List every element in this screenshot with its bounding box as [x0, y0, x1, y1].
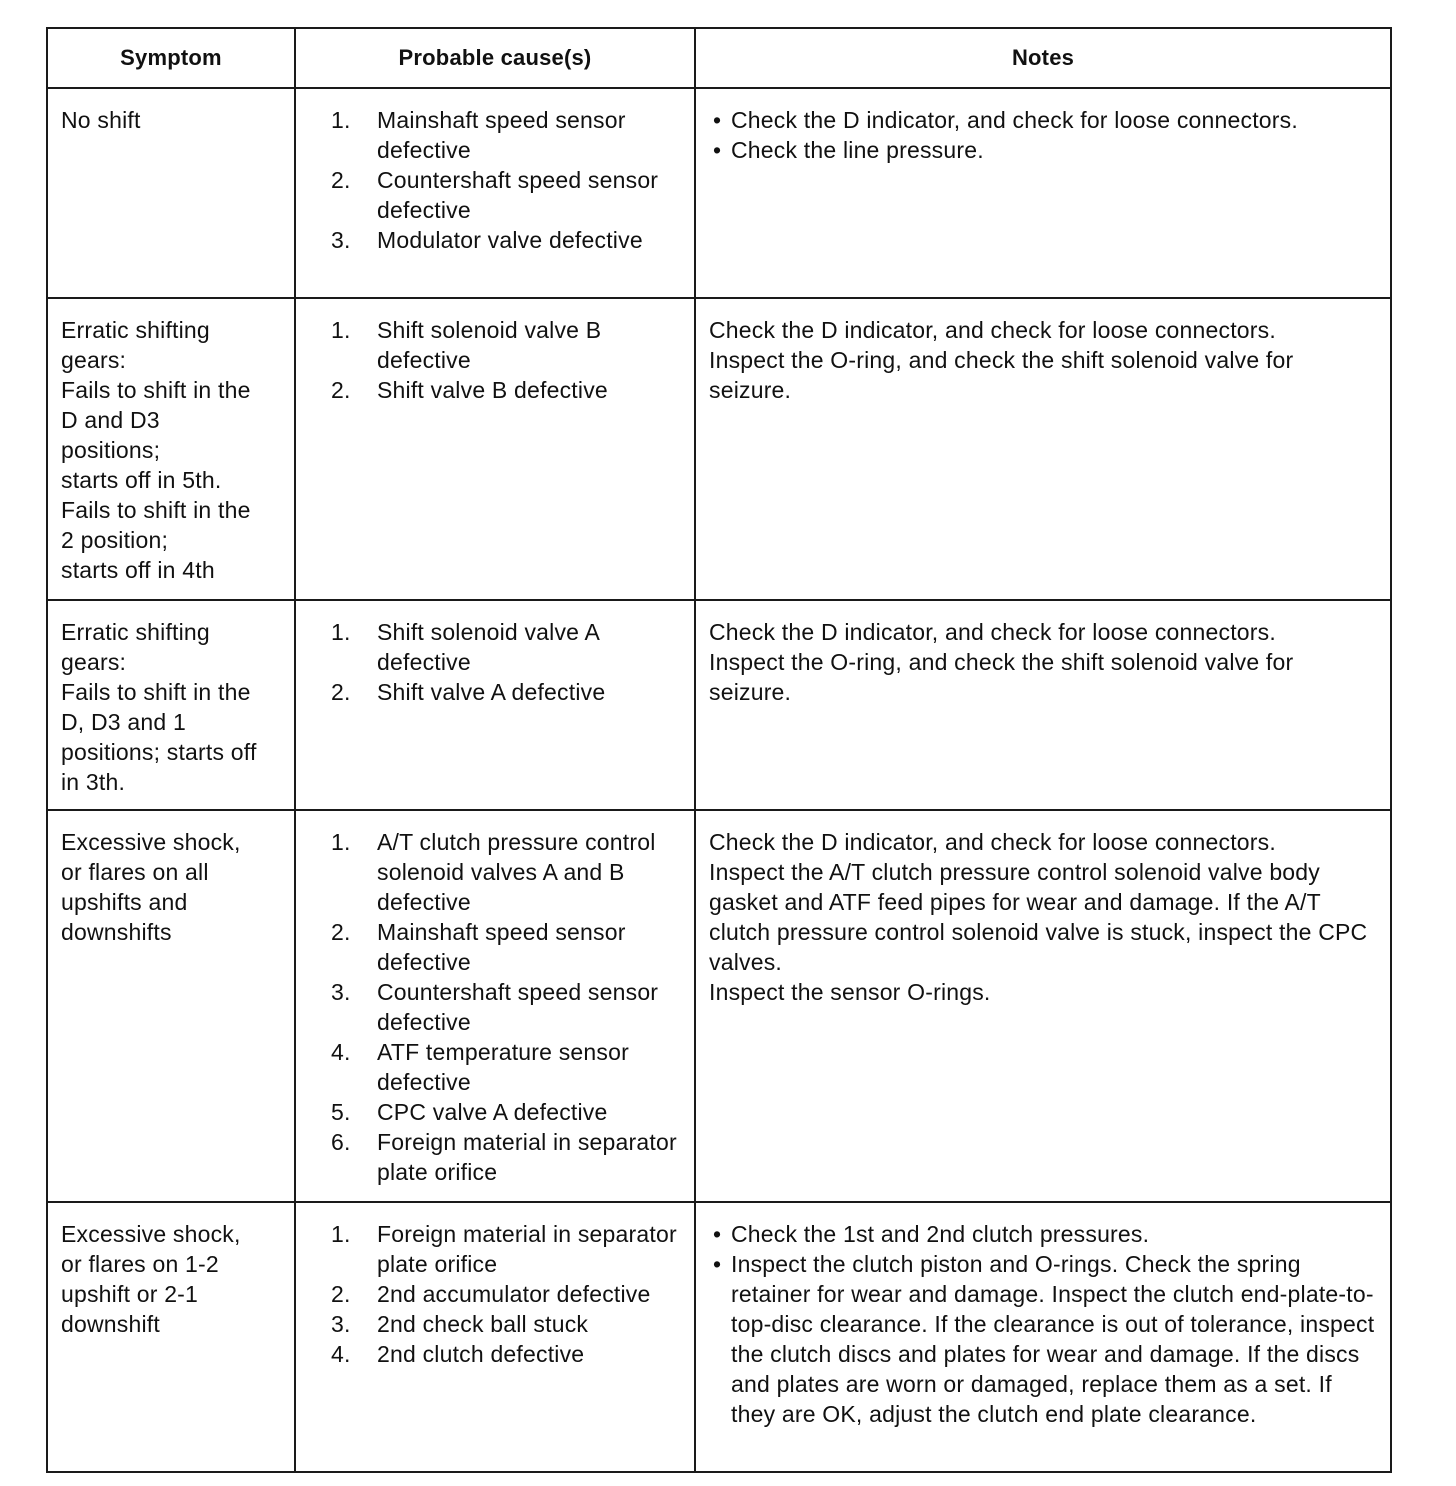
cause-item	[331, 1219, 682, 1279]
cause-number: 1.	[331, 619, 351, 645]
cause-item	[331, 1127, 682, 1187]
cause-text: A/T clutch pressure control solenoid valves A and B defective	[377, 829, 656, 915]
symptom-line: downshift	[61, 1311, 160, 1337]
cause-text: Countershaft speed sensor defective	[377, 979, 659, 1035]
note-line: Check the D indicator, and check for loose connectors.	[709, 829, 1276, 855]
symptom-cell	[47, 298, 295, 600]
note-text: Check the line pressure.	[731, 137, 984, 163]
cause-number: 3.	[331, 227, 351, 253]
symptom-line: Fails to shift in the	[61, 497, 251, 523]
symptom-cell	[47, 810, 295, 1202]
cause-number: 3.	[331, 1311, 351, 1337]
note-line: Inspect the O-ring, and check the shift solenoid valve for seizure.	[709, 347, 1294, 403]
notes-cell	[695, 1202, 1391, 1472]
cause-text: Shift valve B defective	[377, 377, 608, 403]
bullet-icon: •	[713, 137, 722, 163]
symptom-line: 2 position;	[61, 527, 169, 553]
note-item	[709, 105, 1378, 135]
table-row	[47, 600, 1391, 810]
notes-cell	[695, 810, 1391, 1202]
cause-item	[331, 677, 682, 707]
cause-item	[331, 617, 682, 677]
cause-text: 2nd check ball stuck	[377, 1311, 589, 1337]
cause-item	[331, 1339, 682, 1369]
cause-item	[331, 165, 682, 225]
symptom-line: gears:	[61, 649, 127, 675]
symptom-line: Erratic shifting	[61, 619, 210, 645]
notes-cell	[695, 600, 1391, 810]
cause-item	[331, 225, 682, 255]
cause-text: Shift solenoid valve A defective	[377, 619, 599, 675]
cause-text: Shift solenoid valve B defective	[377, 317, 602, 373]
symptom-line: No shift	[61, 107, 141, 133]
symptom-line: upshift or 2-1	[61, 1281, 199, 1307]
header-notes: Notes	[695, 28, 1391, 88]
cause-text: Shift valve A defective	[377, 679, 606, 705]
cause-number: 1.	[331, 317, 351, 343]
cause-number: 3.	[331, 979, 351, 1005]
cause-number: 6.	[331, 1129, 351, 1155]
symptom-line: in 3th.	[61, 769, 126, 795]
cause-item	[331, 1309, 682, 1339]
cause-item	[331, 977, 682, 1037]
cause-number: 1.	[331, 107, 351, 133]
cause-list	[309, 827, 682, 1187]
causes-cell	[295, 298, 695, 600]
note-text: Inspect the clutch piston and O-rings. Check the spring retainer for wear and damage. Inspect the clutch end-plate-to-top-disc clearance. If the clearance is out of tolerance, inspect the clutch discs and plates for wear and damage. If the discs and plates are worn or damaged, replace them as a set. If they are OK, adjust the clutch end plate clearance.	[731, 1251, 1375, 1427]
symptom-line: downshifts	[61, 919, 172, 945]
cause-text: ATF temperature sensor defective	[377, 1039, 629, 1095]
causes-cell	[295, 1202, 695, 1472]
cause-item	[331, 1097, 682, 1127]
header-row	[47, 28, 1391, 88]
symptom-line: Erratic shifting	[61, 317, 210, 343]
notes-cell	[695, 298, 1391, 600]
cause-number: 2.	[331, 377, 351, 403]
causes-cell	[295, 810, 695, 1202]
cause-text: Foreign material in separator plate orifice	[377, 1221, 677, 1277]
symptom-cell	[47, 600, 295, 810]
note-item	[709, 1219, 1378, 1249]
cause-item	[331, 1037, 682, 1097]
symptom-line: Fails to shift in the	[61, 679, 251, 705]
causes-cell	[295, 600, 695, 810]
cause-number: 1.	[331, 829, 351, 855]
cause-list	[309, 105, 682, 255]
cause-number: 5.	[331, 1099, 351, 1125]
table-row	[47, 1202, 1391, 1472]
note-text: Check the 1st and 2nd clutch pressures.	[731, 1221, 1150, 1247]
cause-item	[331, 105, 682, 165]
cause-text: CPC valve A defective	[377, 1099, 608, 1125]
symptom-line: Excessive shock,	[61, 1221, 241, 1247]
note-line: Inspect the A/T clutch pressure control solenoid valve body gasket and ATF feed pipes for wear and damage. If the A/T clutch pressure control solenoid valve is stuck, inspect the CPC valves.	[709, 859, 1368, 975]
header-symptom: Symptom	[47, 28, 295, 88]
cause-text: Foreign material in separator plate orifice	[377, 1129, 677, 1185]
note-text: Check the D indicator, and check for loose connectors.	[731, 107, 1298, 133]
cause-text: Mainshaft speed sensor defective	[377, 919, 626, 975]
cause-item	[331, 315, 682, 375]
symptom-line: or flares on 1-2	[61, 1251, 219, 1277]
symptom-line: starts off in 5th.	[61, 467, 222, 493]
cause-number: 2.	[331, 167, 351, 193]
cause-text: Modulator valve defective	[377, 227, 643, 253]
header-probable-causes: Probable cause(s)	[295, 28, 695, 88]
symptom-line: upshifts and	[61, 889, 188, 915]
cause-text: Mainshaft speed sensor defective	[377, 107, 626, 163]
cause-text: Countershaft speed sensor defective	[377, 167, 659, 223]
symptom-line: D, D3 and 1	[61, 709, 186, 735]
cause-list	[309, 315, 682, 405]
cause-item	[331, 375, 682, 405]
symptom-line: Fails to shift in the	[61, 377, 251, 403]
cause-number: 2.	[331, 919, 351, 945]
cause-text: 2nd accumulator defective	[377, 1281, 651, 1307]
symptom-line: D and D3	[61, 407, 160, 433]
symptom-line: gears:	[61, 347, 127, 373]
notes-cell	[695, 88, 1391, 298]
symptom-line: or flares on all	[61, 859, 209, 885]
causes-cell	[295, 88, 695, 298]
table-row	[47, 88, 1391, 298]
cause-item	[331, 917, 682, 977]
table-row	[47, 298, 1391, 600]
note-item	[709, 135, 1378, 165]
note-line: Inspect the sensor O-rings.	[709, 979, 991, 1005]
bullet-icon: •	[713, 1221, 722, 1247]
symptom-line: Excessive shock,	[61, 829, 241, 855]
cause-list	[309, 1219, 682, 1369]
cause-number: 2.	[331, 679, 351, 705]
symptom-line: starts off in 4th	[61, 557, 215, 583]
troubleshooting-table	[46, 27, 1392, 1473]
table-row	[47, 810, 1391, 1202]
symptom-line: positions;	[61, 437, 161, 463]
bullet-icon: •	[713, 107, 722, 133]
cause-text: 2nd clutch defective	[377, 1341, 585, 1367]
bullet-icon: •	[713, 1251, 722, 1277]
cause-item	[331, 1279, 682, 1309]
symptom-cell	[47, 1202, 295, 1472]
cause-list	[309, 617, 682, 707]
notes-list	[709, 105, 1378, 165]
cause-number: 4.	[331, 1341, 351, 1367]
note-line: Check the D indicator, and check for loose connectors.	[709, 317, 1276, 343]
note-line: Inspect the O-ring, and check the shift solenoid valve for seizure.	[709, 649, 1294, 705]
cause-number: 1.	[331, 1221, 351, 1247]
notes-list	[709, 1219, 1378, 1429]
cause-item	[331, 827, 682, 917]
symptom-line: positions; starts off	[61, 739, 257, 765]
note-line: Check the D indicator, and check for loose connectors.	[709, 619, 1276, 645]
cause-number: 4.	[331, 1039, 351, 1065]
symptom-cell	[47, 88, 295, 298]
note-item	[709, 1249, 1378, 1429]
cause-number: 2.	[331, 1281, 351, 1307]
